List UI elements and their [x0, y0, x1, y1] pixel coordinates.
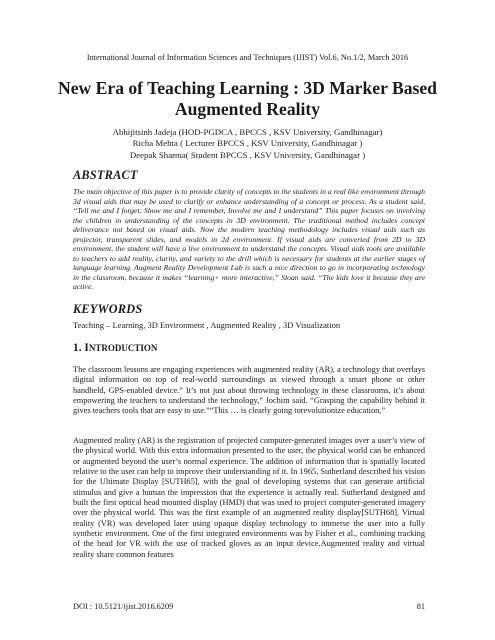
page-number: 81 [416, 602, 425, 611]
paragraph-text: The classroom lessons are engaging experiences with augmented reality (AR), a technology that overlays digital information on top of real-world surroundings as viewed through a smart phone or other handheld, GPS-enabled device.” It’s not just about throwing technology in these classrooms, it’s about empowering the teachers to understand the technology,” Jochim said. “Grasping the capability behind it gives teachers tools that are easy to use.”“This … is clearly going torevolutionize education,” [73, 365, 425, 416]
paper-title-line-2: Augmented Reality [174, 99, 321, 119]
abstract-text [73, 187, 425, 292]
paper-title [30, 78, 465, 120]
journal-header: International Journal of Information Sciences and Techniques (IJIST) Vol.6, No.1/2, March 2016 [86, 53, 409, 62]
author-line: Deepak Sharma( Student BPCCS , KSV University, Gandhinagar ) [129, 149, 366, 160]
keywords-heading: KEYWORDS [73, 302, 143, 316]
introduction-paragraph-1 [73, 365, 425, 417]
introduction-heading [73, 342, 157, 354]
heading-rest: NTRODUCTION [88, 343, 158, 353]
introduction-paragraph-2 [73, 436, 425, 560]
abstract-heading: ABSTRACT [73, 168, 138, 182]
keywords-text: Teaching – Learning, 3D Environment , Augmented Reality , 3D Visualization [73, 320, 341, 330]
doi-text: DOI : 10.5121/ijist.2016.6209 [73, 602, 174, 611]
paragraph-text: Augmented reality (AR) is the registration of projected computer-generated images over a user’s view of the physical world. With this extra information presented to the user, the physical world can be enhanced or augmented beyond the user’s normal experience. The addition of information that is spatially located relative to the user can help to improve their understanding of it. In 1965, Sutherland described his vision for the Ultimate Display [SUTH65], with the goal of developing systems that can generate artificial stimulus and give a human the impression that the experience is actually real. Sutherland designed and built the first optical head mounted display (HMD) that was used to project computer-generated imagery over the physical world. This was the first example of an augmented reality display[SUTH68]. Virtual reality (VR) was developed later using opaque display technology to immerse the user into a fully synthetic environment. One of the first integrated environments was by Fisher et al., combining tracking of the head for VR with the use of tracked gloves as an input device.Augmented reality and virtual reality share common features [73, 436, 425, 559]
author-list [30, 127, 465, 161]
heading-initial: I [84, 342, 89, 354]
author-line: Richa Mehta ( Lecturer BPCCS , KSV University, Gandhinagar ) [132, 138, 363, 149]
abstract-paragraph: The main objective of this paper is to provide clarity of concepts to the students in a real like environment through 3d visual aids that may be used to clarify or enhance understanding of a concept or process. As a student said, “Tell me and I forget. Show me and I remember, Involve me and I understand” This paper focuses on involving the children in understanding of the concepts in 3D environment. The traditional method includes concept deliverance not based on visual aids. Now the modern teaching methodology includes visual aids such as projector, transparent slides, and models in 2d environment. If visual aids are converted from 2D to 3D environment, the student will have a live environment to understand the concepts. Visual aids tools are available to teachers to add reality, clarity, and variety to the drill which is necessary for students at the earlier stages of language learning. Augment Reality Development Lab is such a nice direction to go in incorporating technology in the classroom, because it makes “learning+ more interactive,” Sloan said. “The kids love it because they are active. [73, 187, 425, 292]
author-line: Abhijitsinh Jadeja (HOD-PGDCA , BPCCS , KSV University, Gandhinagar) [112, 127, 383, 137]
section-number: 1. [73, 342, 85, 354]
paper-title-line-1: New Era of Teaching Learning : 3D Marker Based [58, 78, 437, 98]
